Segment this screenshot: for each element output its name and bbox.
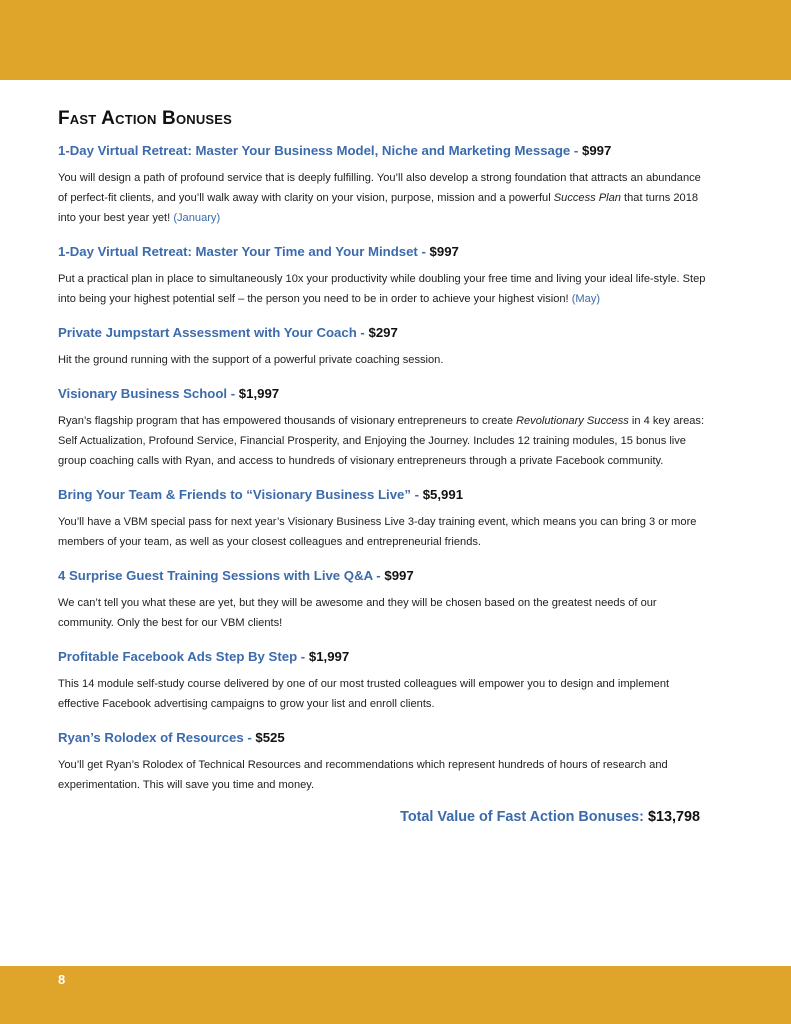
bonus-name: Ryan’s Rolodex of Resources - <box>58 730 256 745</box>
bonus-item <box>58 728 708 795</box>
bonus-name: Bring Your Team & Friends to “Visionary Business Live” - <box>58 487 423 502</box>
bonus-price: $5,991 <box>422 487 464 502</box>
bonus-list <box>58 141 708 795</box>
bonus-heading <box>58 323 708 343</box>
bonus-heading <box>58 728 708 748</box>
total-value: $13,798 <box>647 809 700 825</box>
bonus-description <box>58 755 708 795</box>
description-text: You’ll have a VBM special pass for next year’s Visionary Business Live 3-day training event, which means you can bring 3 or more members of your team, as well as your closest colleagues and entrepreneurial friends. <box>58 516 697 548</box>
description-text: You will design a path of profound service that is deeply fulfilling. You’ll also develop a strong foundation that attracts an abundance of perfect-fit clients, and you’ll walk away with clarity on your vision, purpose, mission and a powerful <box>58 172 701 204</box>
bonus-heading <box>58 485 708 505</box>
bonus-price: $1,997 <box>308 649 350 664</box>
schedule-note: (January) <box>173 212 221 224</box>
bonus-description <box>58 350 708 370</box>
description-text: This 14 module self-study course delivered by one of our most trusted colleagues will empower you to design and implement effective Facebook advertising campaigns to grow your list and enroll clients. <box>58 678 670 710</box>
description-text: You’ll get Ryan’s Rolodex of Technical Resources and recommendations which represent hundreds of hours of research and experimentation. This will save you time and money. <box>58 759 668 791</box>
emphasis-text: Success Plan <box>553 192 621 204</box>
bonus-heading <box>58 647 708 667</box>
bonus-name: 4 Surprise Guest Training Sessions with Live Q&A - <box>58 568 385 583</box>
bonus-description <box>58 269 708 309</box>
bonus-price: $997 <box>429 244 459 259</box>
bonus-item <box>58 242 708 309</box>
description-text: Put a practical plan in place to simultaneously 10x your productivity while doubling your free time and living your ideal life-style. Step into being your highest potential self – the person you need to be in order to achieve your highest vision! <box>58 273 706 305</box>
bonus-description <box>58 674 708 714</box>
bonus-price: $1,997 <box>238 386 280 401</box>
bonus-price: $997 <box>582 143 612 158</box>
bonus-heading <box>58 384 708 404</box>
bonus-item <box>58 323 708 370</box>
bonus-heading <box>58 141 708 161</box>
header-band <box>0 0 791 80</box>
bonus-name: 1-Day Virtual Retreat: Master Your Business Model, Niche and Marketing Message - <box>58 143 582 158</box>
bonus-price: $997 <box>384 568 414 583</box>
bonus-description <box>58 411 708 471</box>
bonus-item <box>58 485 708 552</box>
bonus-price: $525 <box>255 730 285 745</box>
description-text: that turns 2018 into your best year yet! <box>58 192 699 224</box>
bonus-item <box>58 566 708 633</box>
bonus-description <box>58 512 708 552</box>
description-text: Ryan’s flagship program that has empowered thousands of visionary entrepreneurs to create <box>58 415 516 427</box>
bonus-name: Profitable Facebook Ads Step By Step - <box>58 649 309 664</box>
bonus-heading <box>58 566 708 586</box>
bonus-content <box>58 108 708 825</box>
page-title: Fast Action Bonuses <box>58 108 233 129</box>
bonus-price: $297 <box>368 325 398 340</box>
bonus-item <box>58 141 708 228</box>
bonus-description <box>58 168 708 228</box>
page-number: 8 <box>58 972 66 987</box>
bonus-heading <box>58 242 708 262</box>
bonus-item <box>58 384 708 471</box>
total-value-line <box>58 809 700 825</box>
footer-band <box>0 966 791 1024</box>
description-text: in 4 key areas: Self Actualization, Profound Service, Financial Prosperity, and Enjoying the Journey. Includes 12 training modules, 15 bonus live group coaching calls with Ryan, and access to hundreds of visionary entrepreneurs through a private Facebook community. <box>58 415 705 467</box>
schedule-note: (May) <box>571 293 601 305</box>
bonus-name: Private Jumpstart Assessment with Your Coach - <box>58 325 369 340</box>
bonus-name: Visionary Business School - <box>58 386 239 401</box>
description-text: We can’t tell you what these are yet, but they will be awesome and they will be chosen based on the greatest needs of our community. Only the best for our VBM clients! <box>58 597 657 629</box>
description-text: Hit the ground running with the support of a powerful private coaching session. <box>58 354 444 366</box>
emphasis-text: Revolutionary Success <box>515 415 629 427</box>
bonus-name: 1-Day Virtual Retreat: Master Your Time and Your Mindset - <box>58 244 430 259</box>
bonus-item <box>58 647 708 714</box>
total-label: Total Value of Fast Action Bonuses: <box>400 809 648 825</box>
bonus-description <box>58 593 708 633</box>
